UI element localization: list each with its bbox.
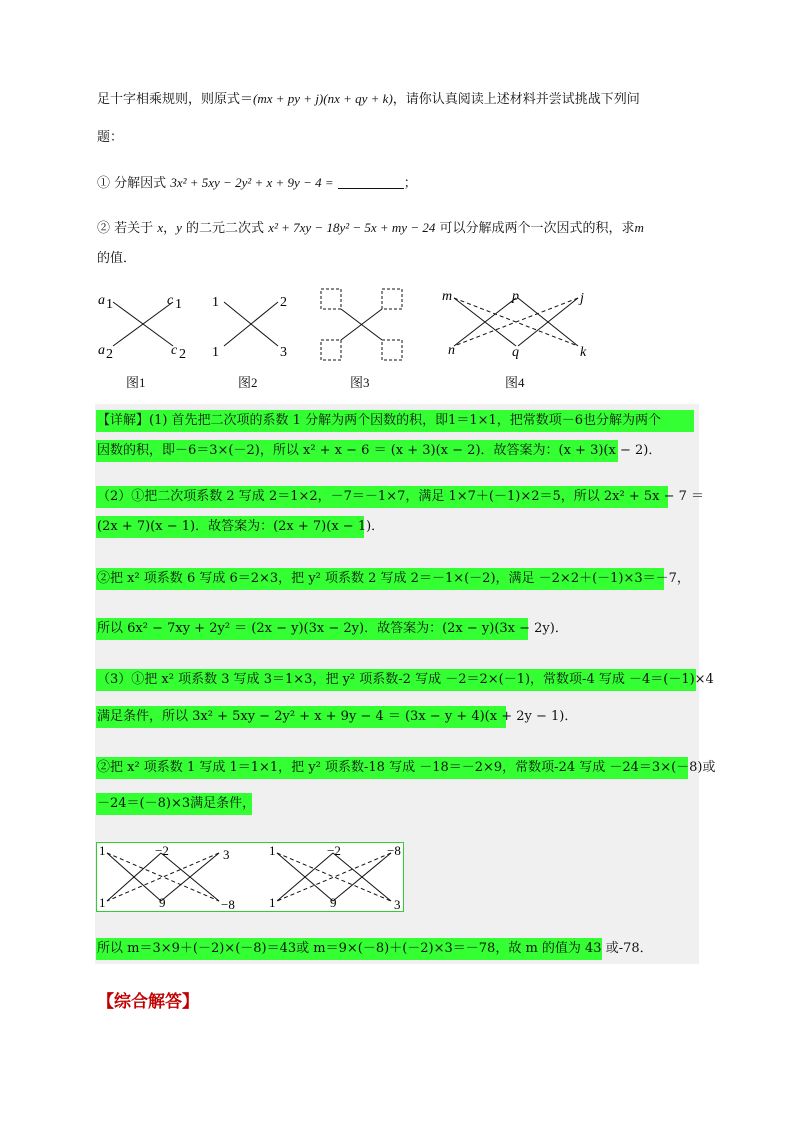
question-text: 分解因式 <box>114 176 167 191</box>
svg-text:2: 2 <box>106 347 113 358</box>
question-number: ② <box>97 221 111 236</box>
figure-1 <box>95 288 195 362</box>
question-text: ， <box>163 221 177 236</box>
answer-line: 所以 m＝3×9＋(－2)×(－8)＝43或 m＝9×(－8)＋(－2)×3＝－78，故 m 的值为 43 或-78． <box>97 941 653 956</box>
svg-text:9: 9 <box>330 895 337 910</box>
answer-line: ②把 x² 项系数 6 写成 6＝2×3，把 y² 项系数 2 写成 2＝－1×(－2)，满足 －2×2＋(－1)×3＝－7， <box>97 571 690 586</box>
formula: 3x² + 5xy − 2y² + x + 9y − 4 = <box>170 175 334 190</box>
question-1 <box>97 172 417 191</box>
svg-text:2: 2 <box>280 295 287 310</box>
question-text: 若关于 <box>114 221 154 236</box>
figure-1-caption: 图1 <box>126 375 146 390</box>
answer-line: －24＝(－8)×3满足条件， <box>97 796 256 811</box>
answer-blank <box>338 176 404 189</box>
svg-text:1: 1 <box>269 843 276 858</box>
problem-text: 足十字相乘规则，则原式＝ <box>97 92 254 107</box>
cross-grid-right <box>269 843 401 911</box>
question-2-line-2: 的值． <box>97 251 137 266</box>
formula: (mx + py + j)(nx + qy + k) <box>253 91 393 106</box>
answer-line: (2x + 7)(x − 1)．故答案为：(2x + 7)(x − 1)． <box>97 519 385 534</box>
variable: x <box>157 220 164 235</box>
figure-3 <box>318 288 408 368</box>
variable: y <box>176 220 182 235</box>
figure-3-caption: 图3 <box>350 375 370 390</box>
answer-line: （2）①把二次项系数 2 写成 2＝1×2，－7＝－1×7，满足 1×7＋(－1)×2＝5，所以 2x² + 5x − 7 ＝ <box>97 489 705 504</box>
svg-text:1: 1 <box>99 895 106 910</box>
cross-diagram-3 <box>318 288 408 364</box>
svg-text:9: 9 <box>159 895 166 910</box>
svg-text:1: 1 <box>175 297 182 312</box>
problem-line-1 <box>97 88 640 107</box>
figure-2 <box>208 288 298 362</box>
cross-diagram-1 <box>95 288 195 358</box>
question-text: 的二元二次式 <box>186 221 265 236</box>
svg-text:j: j <box>580 291 584 306</box>
svg-text:−2: −2 <box>155 843 169 858</box>
svg-text:−8: −8 <box>221 897 235 911</box>
svg-text:c: c <box>171 343 178 358</box>
answer-line: 满足条件，所以 3x² + 5xy − 2y² + x + 9y − 4 ＝ (3x − y + 4)(x + 2y − 1)． <box>97 709 578 724</box>
cross-grid-diagram <box>97 843 403 911</box>
svg-text:−2: −2 <box>327 843 341 858</box>
svg-text:k: k <box>580 345 587 360</box>
cross-grid-left <box>99 843 235 911</box>
answer-line: （3）①把 x² 项系数 3 写成 3＝1×3，把 y² 项系数-2 写成 －2＝2×(－1)，常数项-4 写成 －4＝(－1)×4 <box>97 672 714 687</box>
svg-text:3: 3 <box>280 345 287 358</box>
cross-grid-panel <box>96 842 404 912</box>
formula: x² + 7xy − 18y² − 5x + my − 24 <box>268 220 436 235</box>
question-number: ① <box>97 176 111 191</box>
variable: m <box>634 220 644 235</box>
svg-text:3: 3 <box>394 897 401 911</box>
svg-text:p: p <box>512 289 519 304</box>
svg-text:q: q <box>512 345 519 360</box>
answer-line: 【详解】(1) 首先把二次项的系数 1 分解为两个因数的积，即1＝1×1，把常数项－6也分解为两个 <box>97 413 662 428</box>
answer-line: ②把 x² 项系数 1 写成 1＝1×1，把 y² 项系数-18 写成 －18＝－2×9，常数项-24 写成 －24＝3×(－8)或 <box>97 760 716 775</box>
svg-text:n: n <box>448 343 455 358</box>
answer-line: 所以 6x² − 7xy + 2y² ＝ (2x − y)(3x − 2y)．故答案为：(2x − y)(3x − 2y)． <box>97 621 568 636</box>
question-2 <box>97 217 644 236</box>
section-title: 【综合解答】 <box>97 992 199 1012</box>
svg-text:1: 1 <box>212 345 219 358</box>
question-text: ； <box>403 176 417 191</box>
question-text: 可以分解成两个一次因式的积，求 <box>439 221 635 236</box>
svg-text:c: c <box>167 293 174 308</box>
svg-text:1: 1 <box>106 297 113 312</box>
svg-text:−8: −8 <box>387 843 401 858</box>
svg-text:1: 1 <box>99 843 106 858</box>
cross-diagram-4 <box>438 288 598 360</box>
problem-line-2: 题： <box>97 130 124 145</box>
svg-text:a: a <box>98 343 105 358</box>
svg-text:3: 3 <box>223 847 230 862</box>
svg-text:1: 1 <box>269 895 276 910</box>
figure-4 <box>438 288 598 364</box>
svg-text:a: a <box>98 293 105 308</box>
figure-2-caption: 图2 <box>238 375 258 390</box>
svg-text:2: 2 <box>179 347 186 358</box>
cross-diagram-2 <box>208 288 298 358</box>
svg-text:m: m <box>442 289 453 304</box>
svg-text:1: 1 <box>212 295 219 310</box>
problem-text: ，请你认真阅读上述材料并尝试挑战下列问 <box>392 92 640 107</box>
figure-4-caption: 图4 <box>505 375 525 390</box>
answer-line: 因数的积，即－6＝3×(－2)，所以 x² + x − 6 ＝ (x + 3)(x − 2)．故答案为：(x + 3)(x − 2)． <box>97 443 662 458</box>
